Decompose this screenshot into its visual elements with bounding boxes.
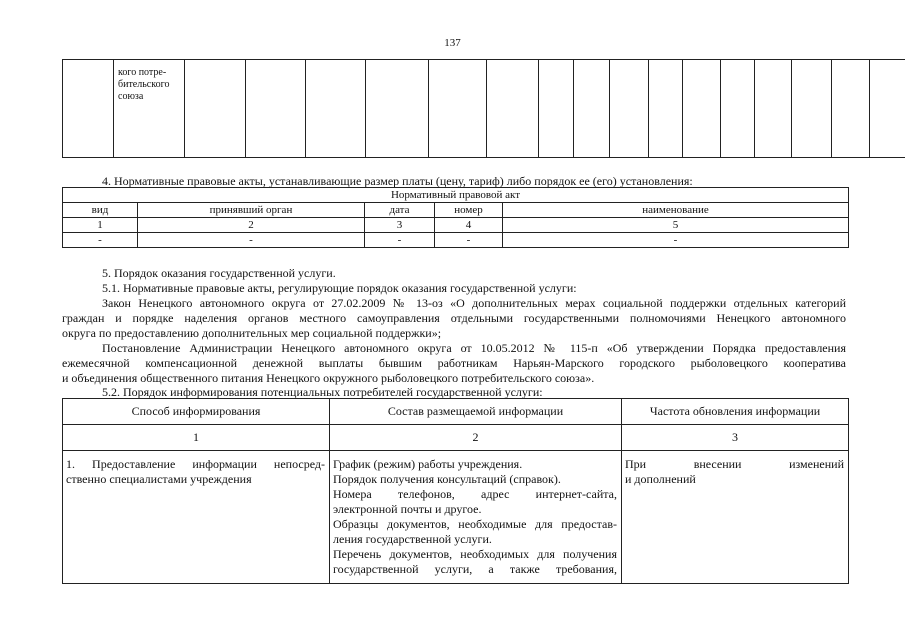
- page-number: 137: [444, 37, 461, 49]
- column-header: Состав размещаемой информации: [330, 399, 622, 425]
- table-cell: [721, 60, 755, 158]
- table-cell: [792, 60, 832, 158]
- decree-paragraph-line: Постановление Администрации Ненецкого автономного округа от 10.05.2012 № 115-п «Об утверждении Порядка предоставления: [102, 341, 846, 355]
- column-header: вид: [63, 203, 138, 218]
- column-number: 4: [435, 218, 503, 233]
- information-content-cell: [330, 451, 622, 584]
- column-header: Частота обновления информации: [622, 399, 849, 425]
- section5-heading: 5. Порядок оказания государственной услуги.: [102, 266, 336, 280]
- table-cell: [539, 60, 574, 158]
- cell-text: государственной услуги, а также требования,: [333, 562, 617, 576]
- table-group-header: Нормативный правовой акт: [63, 188, 849, 203]
- decree-paragraph-line: и объединения общественного питания Ненецкого окружного рыболовецкого потребительского союза».: [62, 371, 595, 385]
- table-cell: [306, 60, 366, 158]
- table-cell: [683, 60, 721, 158]
- table-cell: -: [138, 233, 365, 248]
- cell-text: Порядок получения консультаций (справок).: [333, 472, 561, 486]
- column-number: 3: [622, 425, 849, 451]
- column-number: 1: [63, 425, 330, 451]
- column-number: 2: [138, 218, 365, 233]
- cell-text: ственно специалистами учреждения: [66, 472, 252, 486]
- column-number: 5: [503, 218, 849, 233]
- table-cell: [870, 60, 905, 158]
- law-paragraph-line: Закон Ненецкого автономного округа от 27.02.2009 № 13-оз «О дополнительных мерах социальной поддержки отдельных категорий: [102, 296, 846, 310]
- table-cell: -: [503, 233, 849, 248]
- table-cell: [755, 60, 792, 158]
- table-cell: [63, 60, 114, 158]
- table-cell: -: [365, 233, 435, 248]
- cell-text: кого потре-: [118, 67, 167, 78]
- table-cell: [185, 60, 246, 158]
- cell-text: союза: [118, 91, 144, 102]
- column-header: принявший орган: [138, 203, 365, 218]
- continuation-table: [62, 59, 905, 158]
- table-cell: [246, 60, 306, 158]
- cell-text: Перечень документов, необходимых для получения: [333, 547, 617, 561]
- table-cell: [114, 60, 185, 158]
- cell-text: График (режим) работы учреждения.: [333, 457, 523, 471]
- table-cell: [429, 60, 487, 158]
- column-number: 3: [365, 218, 435, 233]
- column-number: 1: [63, 218, 138, 233]
- column-header: номер: [435, 203, 503, 218]
- table-cell: [649, 60, 683, 158]
- column-header: дата: [365, 203, 435, 218]
- cell-text: 1. Предоставление информации непосред-: [66, 457, 325, 471]
- decree-paragraph-line: ежемесячной компенсационной денежной выплаты бывшим работникам Нарьян-Марского городского рыболовецкого кооператива: [62, 356, 846, 370]
- cell-text: электронной почты и другое.: [333, 502, 482, 516]
- table-cell: [366, 60, 429, 158]
- law-paragraph-line: округа по предоставлению дополнительных мер социальной поддержки»;: [62, 326, 442, 340]
- table-cell: [832, 60, 870, 158]
- section5-2-heading: 5.2. Порядок информирования потенциальных потребителей государственной услуги:: [102, 385, 543, 399]
- table-cell: [487, 60, 539, 158]
- cell-text: и дополнений: [625, 472, 696, 486]
- table-cell: -: [435, 233, 503, 248]
- column-number: 2: [330, 425, 622, 451]
- update-frequency-cell: [622, 451, 849, 584]
- cell-text: Номера телефонов, адрес интернет-сайта,: [333, 487, 617, 501]
- table-cell: [574, 60, 610, 158]
- cell-text: бительского: [118, 79, 170, 90]
- cell-text: Образцы документов, необходимые для предостав-: [333, 517, 617, 531]
- law-paragraph-line: граждан и порядке наделения органов местного самоуправления отдельными государственными полномочиями Ненецкого автономного: [62, 311, 846, 325]
- informing-table: [62, 398, 849, 584]
- section5-1-heading: 5.1. Нормативные правовые акты, регулирующие порядок оказания государственной услуги:: [102, 281, 577, 295]
- column-header: Способ информирования: [63, 399, 330, 425]
- cell-text: ления государственной услуги.: [333, 532, 492, 546]
- table-cell: [610, 60, 649, 158]
- column-header: наименование: [503, 203, 849, 218]
- section4-table: [62, 187, 849, 248]
- informing-method-cell: [63, 451, 330, 584]
- section4-heading: 4. Нормативные правовые акты, устанавливающие размер платы (цену, тариф) либо порядок ее (его) установления:: [102, 174, 693, 188]
- cell-text: При внесении изменений: [625, 457, 844, 471]
- table-cell: -: [63, 233, 138, 248]
